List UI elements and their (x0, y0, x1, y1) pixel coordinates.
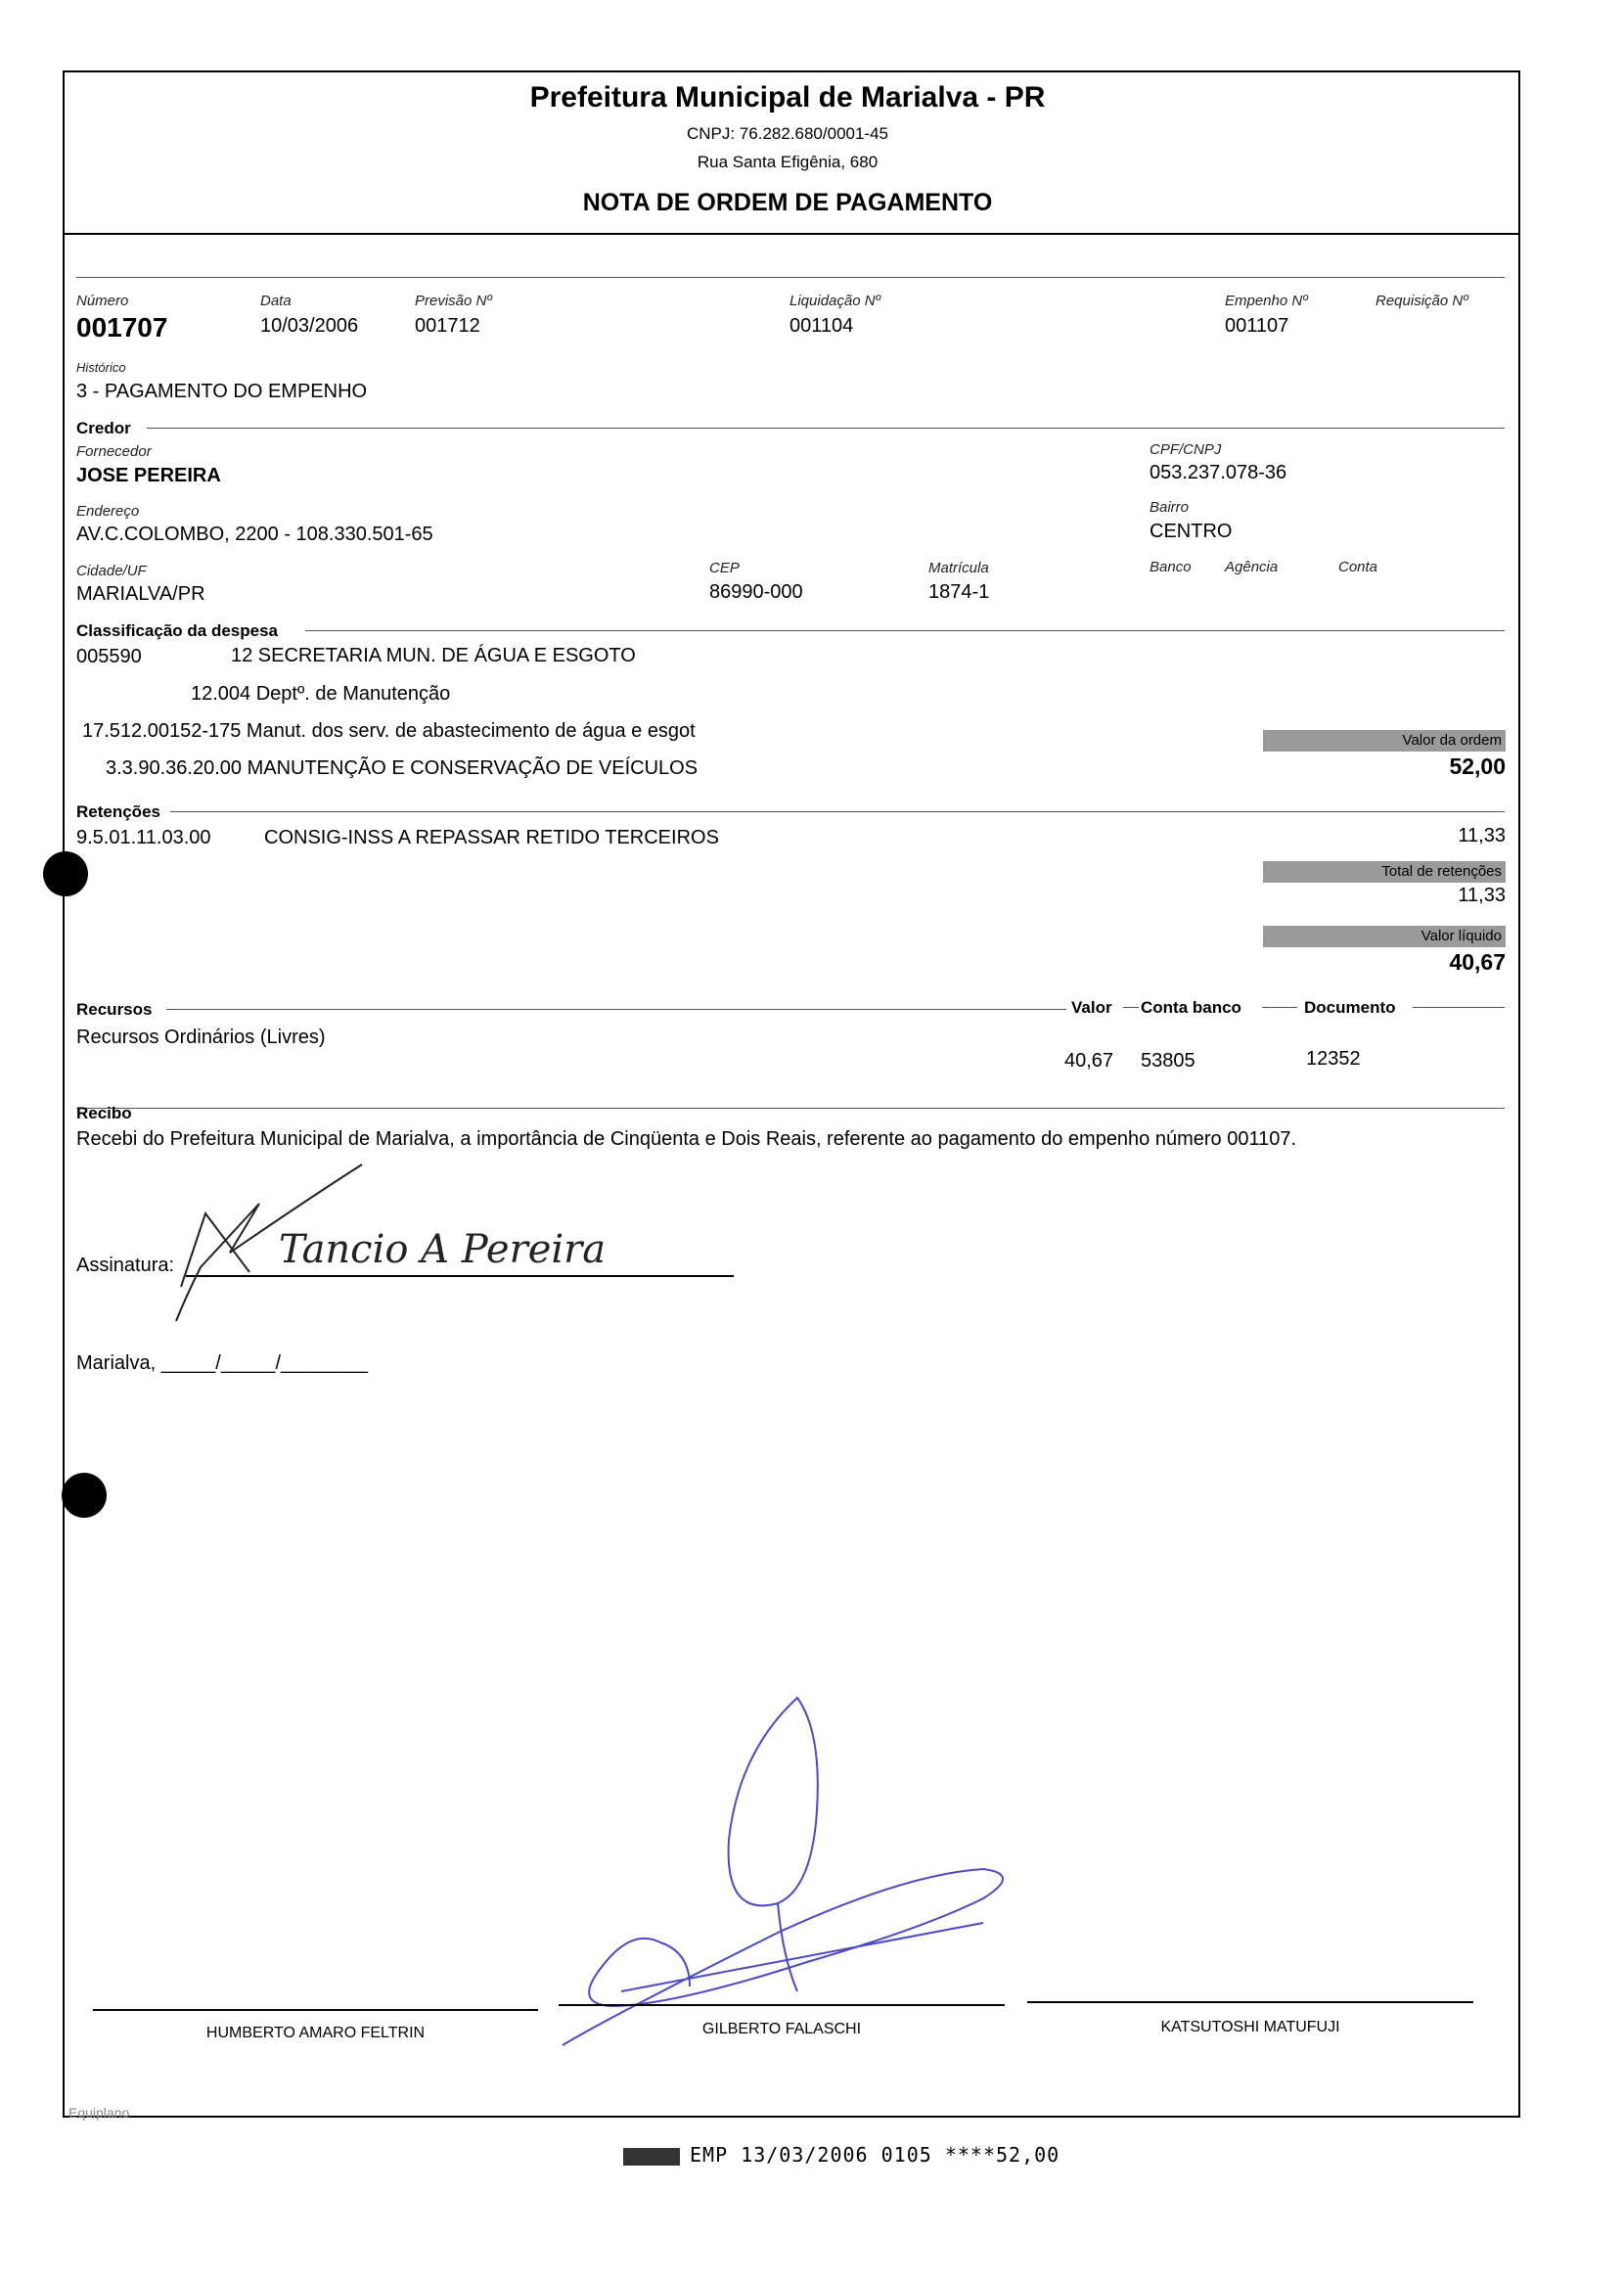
fornecedor-label: Fornecedor (76, 443, 152, 460)
recursos-rule-2 (1123, 1007, 1139, 1008)
handwritten-signature (171, 1160, 680, 1326)
classificacao-section-title: Classificação da despesa (76, 621, 279, 640)
classificacao-code: 005590 (76, 646, 142, 667)
cep-value: 86990-000 (709, 581, 803, 603)
credor-section-title: Credor (76, 419, 131, 437)
empenho-label: Empenho Nº (1225, 293, 1308, 309)
recursos-conta-label: Conta banco (1141, 998, 1241, 1017)
recursos-rule (166, 1009, 1066, 1010)
signature-text: Tancio A Pereira (279, 1227, 607, 1272)
header-cnpj: CNPJ: 76.282.680/0001-45 (686, 124, 889, 143)
recibo-section-title: Recibo (76, 1104, 132, 1122)
bairro-label: Bairro (1150, 499, 1190, 516)
signatory-2: GILBERTO FALASCHI (701, 2021, 862, 2037)
official-signature (553, 1693, 1013, 2055)
equiplano-brand: Equiplano (68, 2105, 130, 2121)
cep-label: CEP (709, 560, 740, 576)
signatory-1: HUMBERTO AMARO FELTRIN (205, 2025, 426, 2041)
binder-hole-top (43, 851, 88, 896)
header-separator (63, 233, 1520, 235)
classificacao-rule (305, 630, 1505, 631)
data-value: 10/03/2006 (260, 315, 359, 337)
signatory-line-2 (559, 2004, 1005, 2006)
classificacao-line-2: 12.004 Deptº. de Manutenção (191, 683, 451, 705)
recibo-top-rule (76, 1108, 1505, 1109)
credor-rule (147, 428, 1505, 429)
retencao-value: 11,33 (1458, 825, 1506, 846)
conta-label: Conta (1338, 559, 1378, 575)
total-retencoes-label: Total de retenções (1263, 861, 1506, 883)
agencia-label: Agência (1225, 559, 1279, 575)
ids-top-rule (76, 277, 1505, 278)
cpf-label: CPF/CNPJ (1150, 441, 1222, 458)
recursos-valor-label: Valor (1071, 998, 1112, 1017)
valor-liquido-label: Valor líquido (1263, 926, 1506, 947)
retencoes-section-title: Retenções (76, 802, 160, 821)
recursos-section-title: Recursos (76, 1000, 153, 1019)
cidade-label: Cidade/UF (76, 563, 147, 579)
retencao-code: 9.5.01.11.03.00 (76, 827, 211, 848)
classificacao-line-3: 17.512.00152-175 Manut. dos serv. de abastecimento de água e esgot (82, 720, 696, 742)
stamp-text: EMP 13/03/2006 0105 ****52,00 (690, 2143, 1060, 2167)
recibo-text: Recebi do Prefeitura Municipal de Marialva, a importância de Cinqüenta e Dois Reais, referente ao pagamento do empenho número 001107. (76, 1128, 1297, 1150)
header-address: Rua Santa Efigênia, 680 (697, 153, 879, 171)
cidade-value: MARIALVA/PR (76, 583, 205, 605)
total-retencoes-value: 11,33 (1458, 885, 1506, 906)
data-label: Data (260, 293, 292, 309)
historico-value: 3 - PAGAMENTO DO EMPENHO (76, 381, 368, 402)
retencoes-rule (170, 811, 1505, 812)
signatory-3: KATSUTOSHI MATUFUJI (1160, 2019, 1340, 2035)
valor-ordem-value: 52,00 (1449, 753, 1506, 779)
classificacao-line-1: 12 SECRETARIA MUN. DE ÁGUA E ESGOTO (231, 645, 636, 666)
empenho-value: 001107 (1225, 315, 1289, 337)
retencao-desc: CONSIG-INSS A REPASSAR RETIDO TERCEIROS (264, 827, 719, 848)
recursos-desc: Recursos Ordinários (Livres) (76, 1027, 326, 1048)
recursos-documento-label: Documento (1304, 998, 1396, 1017)
date-line: Marialva, _____/_____/________ (76, 1352, 369, 1374)
signatory-line-3 (1027, 2001, 1473, 2003)
bairro-value: CENTRO (1150, 521, 1233, 542)
signatory-line-1 (93, 2009, 538, 2011)
fornecedor-value: JOSE PEREIRA (76, 465, 221, 486)
recursos-conta: 53805 (1141, 1050, 1195, 1072)
recursos-valor: 40,67 (1064, 1050, 1114, 1072)
recursos-rule-4 (1413, 1007, 1505, 1008)
valor-liquido-value: 40,67 (1449, 949, 1506, 975)
endereco-label: Endereço (76, 503, 140, 520)
mechanical-stamp (623, 2143, 1060, 2167)
numero-value: 001707 (76, 312, 168, 342)
matricula-value: 1874-1 (928, 581, 990, 603)
endereco-value: AV.C.COLOMBO, 2200 - 108.330.501-65 (76, 524, 433, 545)
recursos-documento: 12352 (1306, 1048, 1361, 1070)
previsao-label: Previsão Nº (415, 293, 492, 309)
document-title: NOTA DE ORDEM DE PAGAMENTO (582, 189, 993, 216)
matricula-label: Matrícula (928, 560, 989, 576)
recursos-rule-3 (1262, 1007, 1297, 1008)
numero-label: Número (76, 293, 129, 309)
assinatura-label: Assinatura: (76, 1255, 175, 1276)
liquidacao-label: Liquidação Nº (789, 293, 881, 309)
previsao-value: 001712 (415, 315, 480, 337)
stamp-logo-icon (623, 2148, 680, 2166)
historico-label: Histórico (76, 360, 126, 375)
binder-hole-bottom (62, 1473, 107, 1518)
page-title: Prefeitura Municipal de Marialva - PR (529, 81, 1046, 114)
liquidacao-value: 001104 (789, 315, 854, 337)
valor-ordem-label: Valor da ordem (1263, 730, 1506, 752)
classificacao-line-4: 3.3.90.36.20.00 MANUTENÇÃO E CONSERVAÇÃO DE VEÍCULOS (106, 757, 699, 779)
cpf-value: 053.237.078-36 (1150, 462, 1287, 483)
requisicao-label: Requisição Nº (1376, 293, 1468, 309)
banco-label: Banco (1150, 559, 1192, 575)
